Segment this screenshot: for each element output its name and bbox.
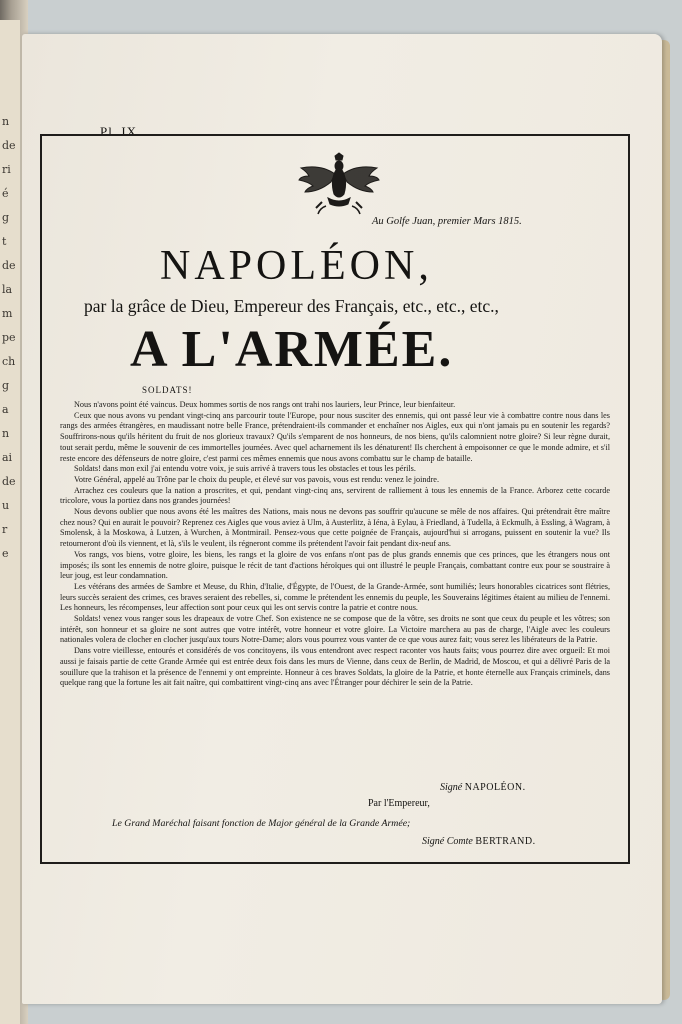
left-page-fragment: r [2, 523, 8, 536]
paragraph: Les vétérans des armées de Sambre et Meuse, du Rhin, d'Italie, d'Égypte, de l'Ouest, de la Grande-Armée, sont humiliés; leurs honorables cicatrices sont flétries, leurs succès seraient des crimes, ces braves seraient des rebelles, si, comme le prétendent les ennemis du peuple, les Souverains légitimes étaient au milieu de l'ennemi. Les honneurs, les récompenses, leur affection sont pour ceux qui les ont servis contre la patrie et contre nous. [60, 581, 610, 613]
left-page-edge [0, 20, 20, 1024]
paragraph: Soldats! venez vous ranger sous les drapeaux de votre Chef. Son existence ne se compose que de la vôtre, ses droits ne sont que ceux du peuple et les vôtres; son intérêt, son honneur et sa gloire ne sont autres que votre intérêt, votre honneur et votre gloire. La Victoire marchera au pas de charge, l'Aigle avec les couleurs nationales volera de clocher en clocher jusqu'aux tours Notre-Dame; alors vous pourrez vous vanter de ce que vous aurez fait; vous serez les libérateurs de la Patrie. [60, 614, 610, 645]
left-page-fragment: n [2, 427, 10, 440]
signature-name: BERTRAND. [475, 836, 536, 847]
left-page-fragment: la [2, 283, 13, 296]
paragraph: Nous n'avons point été vaincus. Deux hommes sortis de nos rangs ont trahi nos lauriers, leur Prince, leur bienfaiteur. [74, 400, 456, 409]
left-page-fragment: de [2, 475, 16, 488]
left-page-fragment: ri [2, 163, 11, 176]
left-page-fragment: é [2, 187, 9, 200]
proclamation-body [60, 400, 610, 689]
paragraph: Nous devons oublier que nous avons été les maîtres des Nations, mais nous ne devons pas souffrir qu'aucune se mêle de nos affaires. Qui prétendrait être maître chez nous? Qui en aurait le pouvoir? Reprenez ces Aigles que vous aviez à Ulm, à Austerlitz, à Iéna, à Eylau, à Friedland, à Tudella, à Eckmulh, à Essling, à Wagram, à Smolensk, à la Moskowa, à Lutzen, à Wurchen, à Montmirail. Pensez-vous que cette poignée de Français, aujourd'hui si arrogans, puissent en soutenir la vue? Ils retourneront d'où ils viennent, et là, s'ils le veulent, ils régneront comme ils prétendent l'avoir fait pendant dix-neuf ans. [60, 507, 610, 549]
imperial-eagle-icon [298, 152, 380, 218]
left-page-fragment: u [2, 499, 10, 512]
paragraph: Vos rangs, vos biens, votre gloire, les biens, les rangs et la gloire de vos enfans n'ont pas de plus grands ennemis que ces princes, que les étrangers nous ont imposés; ils sont les ennemis de notre gloire, puisque le récit de tant d'actions héroïques qui ont illustré le peuple Français, combattant contre eux pour se soustraire à leur joug, est leur condamnation. [60, 549, 610, 581]
left-page-fragment: a [2, 403, 9, 416]
left-page-fragment: t [2, 235, 7, 248]
poster-title: NAPOLÉON, [160, 243, 433, 289]
left-page-fragment: de [2, 139, 16, 152]
paragraph: Votre Général, appelé au Trône par le choix du peuple, et élevé sur vos pavois, vous est rendu: venez le joindre. [74, 474, 439, 484]
left-page-fragment: e [2, 547, 9, 560]
dateline: Au Golfe Juan, premier Mars 1815. [372, 216, 522, 227]
salutation: SOLDATS! [142, 385, 193, 395]
poster-subtitle: par la grâce de Dieu, Empereur des Français, etc., etc., etc., [84, 296, 499, 316]
signature-bertrand [422, 836, 536, 847]
left-page-fragment: g [2, 211, 10, 224]
left-page-fragment: n [2, 115, 10, 128]
paragraph: Arrachez ces couleurs que la nation a proscrites, et qui, pendant vingt-cinq ans, servirent de ralliement à tous les ennemis de la France. Arborez cette cocarde tricolore, vous la portiez dans nos grandes journées! [60, 485, 610, 506]
grand-marechal-line: Le Grand Maréchal faisant fonction de Major général de la Grande Armée; [112, 818, 411, 829]
paragraph: Ceux que nous avons vu pendant vingt-cinq ans parcourir toute l'Europe, pour nous susciter des ennemis, qui ont passé leur vie à combattre contre nous dans les rangs des armées étrangères, en maudissant notre belle France, prétendraient-ils commander et enchaîner nos Aigles, eux qui n'ont jamais pu en soutenir les regards? Souffrirons-nous qu'ils héritent du fruit de nos glorieux travaux? Qu'ils s'emparent de nos honneurs, de nos biens, qu'ils calomnient notre gloire? Si leur règne durait, tout serait perdu, même le souvenir de ces immortelles journées. Avec quel acharnement ils les dénaturent! Ils cherchent à empoisonner ce que le monde admire, et s'il reste encore des défenseurs de notre gloire, c'est parmi ces mêmes ennemis que nous avons combattu sur le champ de bataille. [60, 410, 610, 463]
signature-napoleon [440, 782, 526, 793]
signature-prefix: Signé Comte [422, 836, 473, 847]
par-empereur: Par l'Empereur, [368, 798, 430, 809]
left-page-fragment: de [2, 259, 16, 272]
paragraph: Soldats! dans mon exil j'ai entendu votre voix, je suis arrivé à travers tous les obstacles et tous les périls. [74, 464, 416, 474]
left-page-fragment: ai [2, 451, 13, 464]
poster-heading: A L'ARMÉE. [130, 321, 454, 378]
left-page-fragment: g [2, 379, 10, 392]
signature-name: NAPOLÉON. [464, 782, 526, 793]
plate-label: Pl. IX [100, 124, 138, 139]
signature-prefix: Signé [440, 782, 463, 793]
left-page-fragment: pe [2, 331, 16, 344]
left-page-fragment: m [2, 307, 13, 320]
left-page-fragment: ch [2, 355, 16, 368]
paragraph: Dans votre vieillesse, entourés et considérés de vos concitoyens, ils vous entendront avec respect raconter vos hauts faits; vous pourrez dire avec orgueil: Et moi aussi je faisais partie de cette Grande Armée qui est entrée deux fois dans les murs de Vienne, dans ceux de Berlin, de Madrid, de Moscou, et qui a délivré Paris de la souillure que la trahison et la présence de l'ennemi y ont empreinte. Honneur à ces braves Soldats, la gloire de la Patrie, et honte éternelle aux Français criminels, dans quelque rang que la fortune les ait fait naître, qui combattirent vingt-cinq ans avec l'Étranger pour déchirer le sein de la Patrie. [60, 646, 610, 688]
